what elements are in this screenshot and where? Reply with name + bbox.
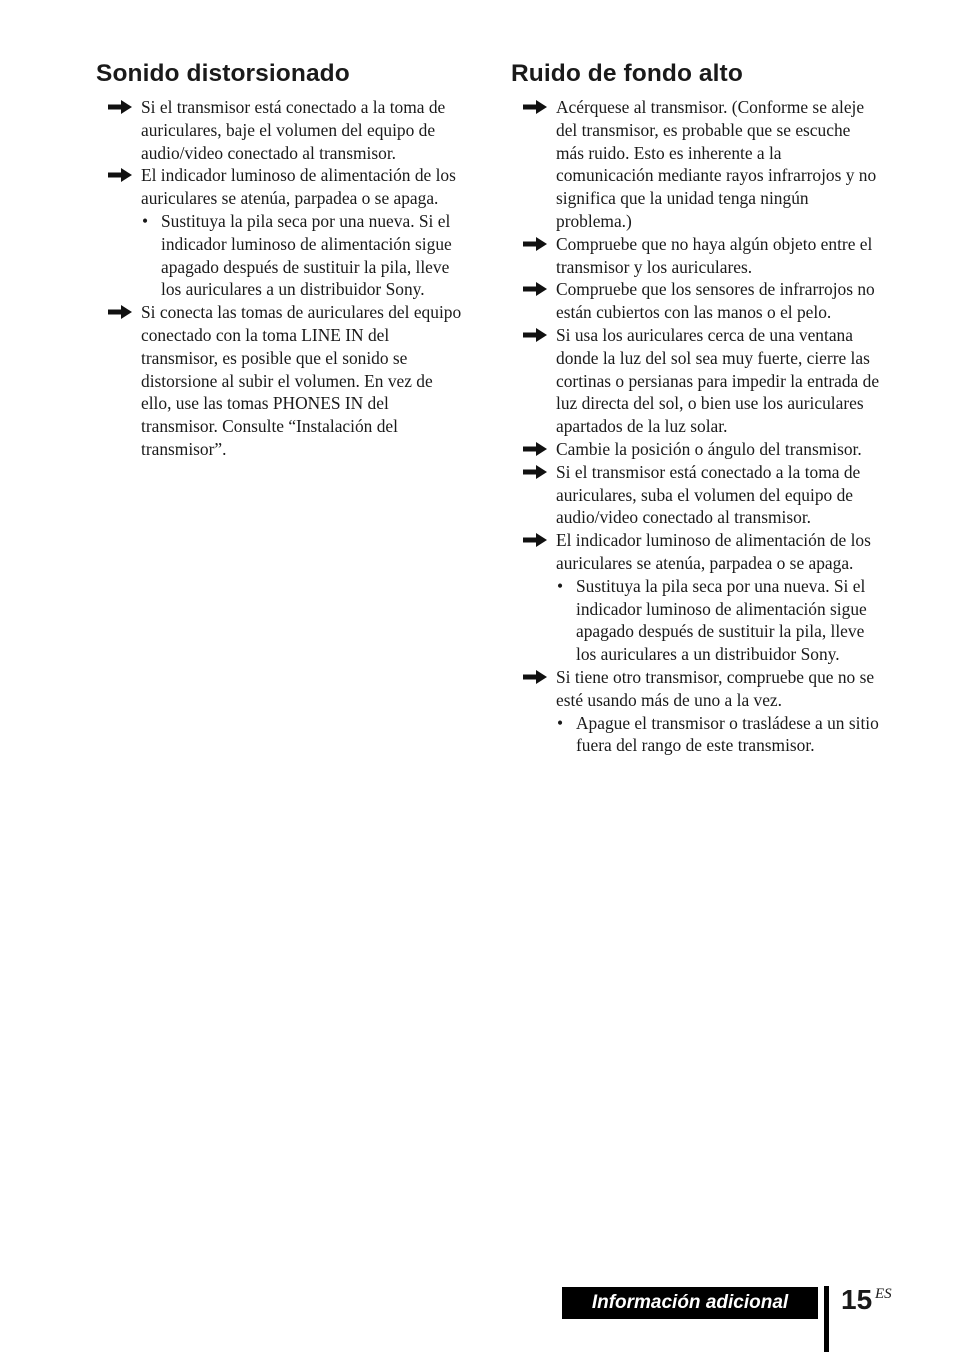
item-text: Si conecta las tomas de auriculares del equipo conectado con la toma LINE IN del transmisor, es posible que el sonido se distorsione al subir el volumen. En vez de ello, use las tomas PHONES IN del transmisor. Consulte “Instalación del transmisor”. [141,302,462,459]
right-arrow-icon [523,328,547,342]
bullet-item [556,575,881,666]
bullet-text: Sustituya la pila seca por una nueva. Si el indicador luminoso de alimentación sigue apagado después de sustituir la pila, lleve los auriculares a un distribuidor Sony. [576,575,867,665]
bullet-text: Apague el transmisor o trasládese a un sitio fuera del rango de este transmisor. [576,712,879,756]
list-item [511,233,881,279]
right-arrow-icon [523,237,547,251]
bullet-icon: • [557,712,564,733]
right-arrow-icon [523,533,547,547]
language-suffix: ES [875,1286,892,1302]
list-item [96,164,466,301]
bullet-icon: • [142,210,149,231]
right-arrow-icon [108,305,132,319]
footer-divider [824,1286,829,1352]
list-item [511,278,881,324]
right-arrow-icon [523,100,547,114]
list-item [96,301,466,461]
item-text: Si el transmisor está conectado a la toma de auriculares, baje el volumen del equipo de audio/video conectado al transmisor. [141,97,446,163]
bullet-item [141,210,466,301]
list-item [511,96,881,233]
list-item [511,438,881,461]
item-text: El indicador luminoso de alimentación de los auriculares se atenúa, parpadea o se apaga. [141,165,456,209]
list-item [511,461,881,529]
right-arrow-icon [523,442,547,456]
item-text: Si el transmisor está conectado a la toma de auriculares, suba el volumen del equipo de audio/video conectado al transmisor. [556,461,861,528]
footer-section-label: Información adicional [562,1287,818,1319]
bullet-icon: • [557,575,564,596]
section-title: Ruido de fondo alto [511,60,743,87]
item-text: Si usa los auriculares cerca de una ventana donde la luz del sol sea muy fuerte, cierre las cortinas o persianas para impedir la entrada de luz directa del sol, o bien use los auriculares apartados de la luz solar. [556,324,880,437]
left-column [96,58,466,461]
item-text: El indicador luminoso de alimentación de los auriculares se atenúa, parpadea o se apaga. [556,530,871,573]
right-column [511,58,881,757]
list-item [96,96,466,164]
right-arrow-icon [108,100,132,114]
list-item [511,529,881,666]
list-item [511,324,881,438]
section-title: Sonido distorsionado [96,60,350,87]
page-number: 15 [841,1284,873,1315]
list-item [511,666,881,757]
item-text: Cambie la posición o ángulo del transmisor. [556,438,862,459]
item-list [511,96,881,757]
item-list [96,96,466,461]
item-text: Compruebe que no haya algún objeto entre el transmisor y los auriculares. [556,233,873,277]
right-arrow-icon [523,670,547,684]
right-arrow-icon [108,168,132,182]
item-text: Compruebe que los sensores de infrarrojos no están cubiertos con las manos o el pelo. [556,279,875,323]
right-arrow-icon [523,465,547,479]
item-text: Acérquese al transmisor. (Conforme se aleje del transmisor, es probable que se escuche más ruido. Esto es inherente a la comunicación mediante rayos infrarrojos y no significa que la unidad tenga ningún problema.) [556,97,877,231]
bullet-text: Sustituya la pila seca por una nueva. Si el indicador luminoso de alimentación sigue apagado después de sustituir la pila, lleve los auriculares a un distribuidor Sony. [161,210,452,300]
item-text: Si tiene otro transmisor, compruebe que no se esté usando más de uno a la vez. [556,666,875,710]
right-arrow-icon [523,282,547,296]
bullet-item [556,712,881,758]
